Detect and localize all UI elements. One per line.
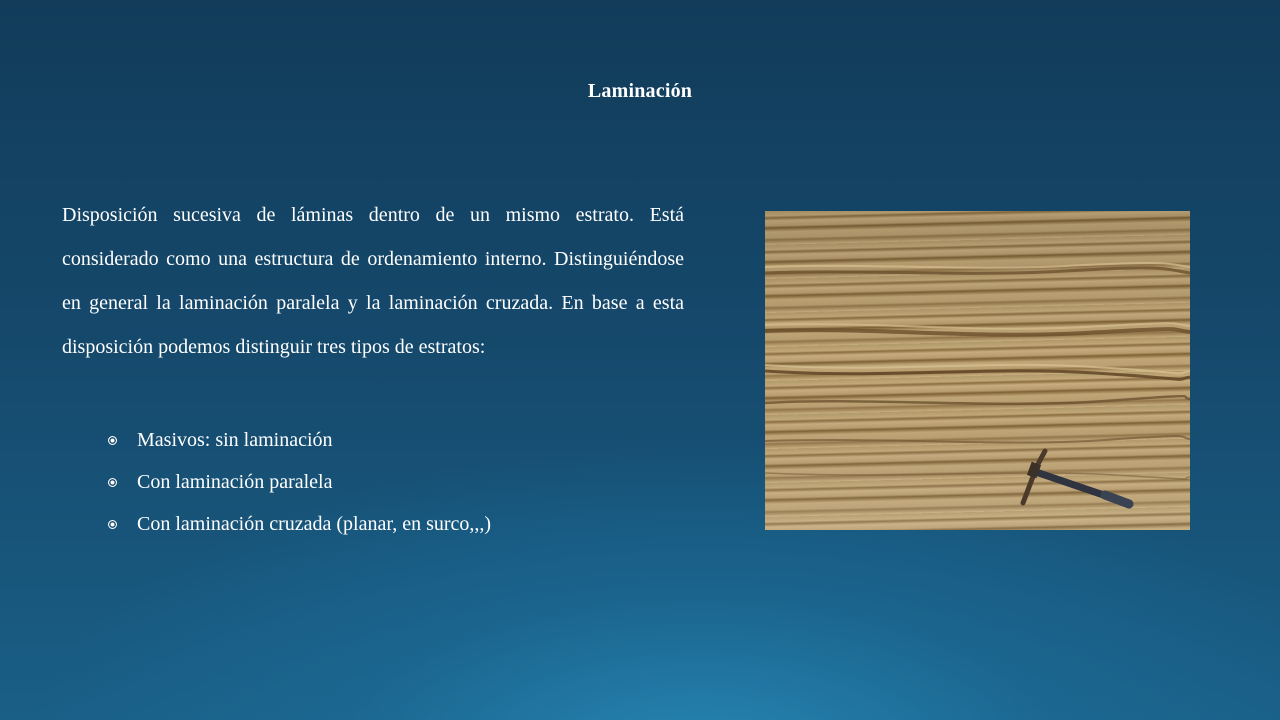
body-paragraph: Disposición sucesiva de láminas dentro de un mismo estrato. Está considerado como una estructura de ordenamiento interno. Distinguiéndose en general la laminación paralela y la laminación cruzada. En base a esta disposición podemos distinguir tres tipos de estratos: — [62, 204, 684, 358]
rock-strata-illustration — [765, 211, 1190, 530]
list-item-label: Con laminación paralela — [137, 471, 333, 493]
list-item-label: Masivos: sin laminación — [137, 429, 333, 451]
bullet-icon — [108, 478, 117, 487]
list-item-label: Con laminación cruzada (planar, en surco,,,) — [137, 513, 492, 535]
laminated-rock-photo — [765, 211, 1190, 530]
strata-types-list — [108, 419, 491, 545]
bullet-icon — [108, 520, 117, 529]
list-item — [108, 461, 491, 503]
list-item — [108, 503, 491, 545]
list-item — [108, 419, 491, 461]
bullet-icon — [108, 436, 117, 445]
slide-title: Laminación — [587, 80, 693, 102]
